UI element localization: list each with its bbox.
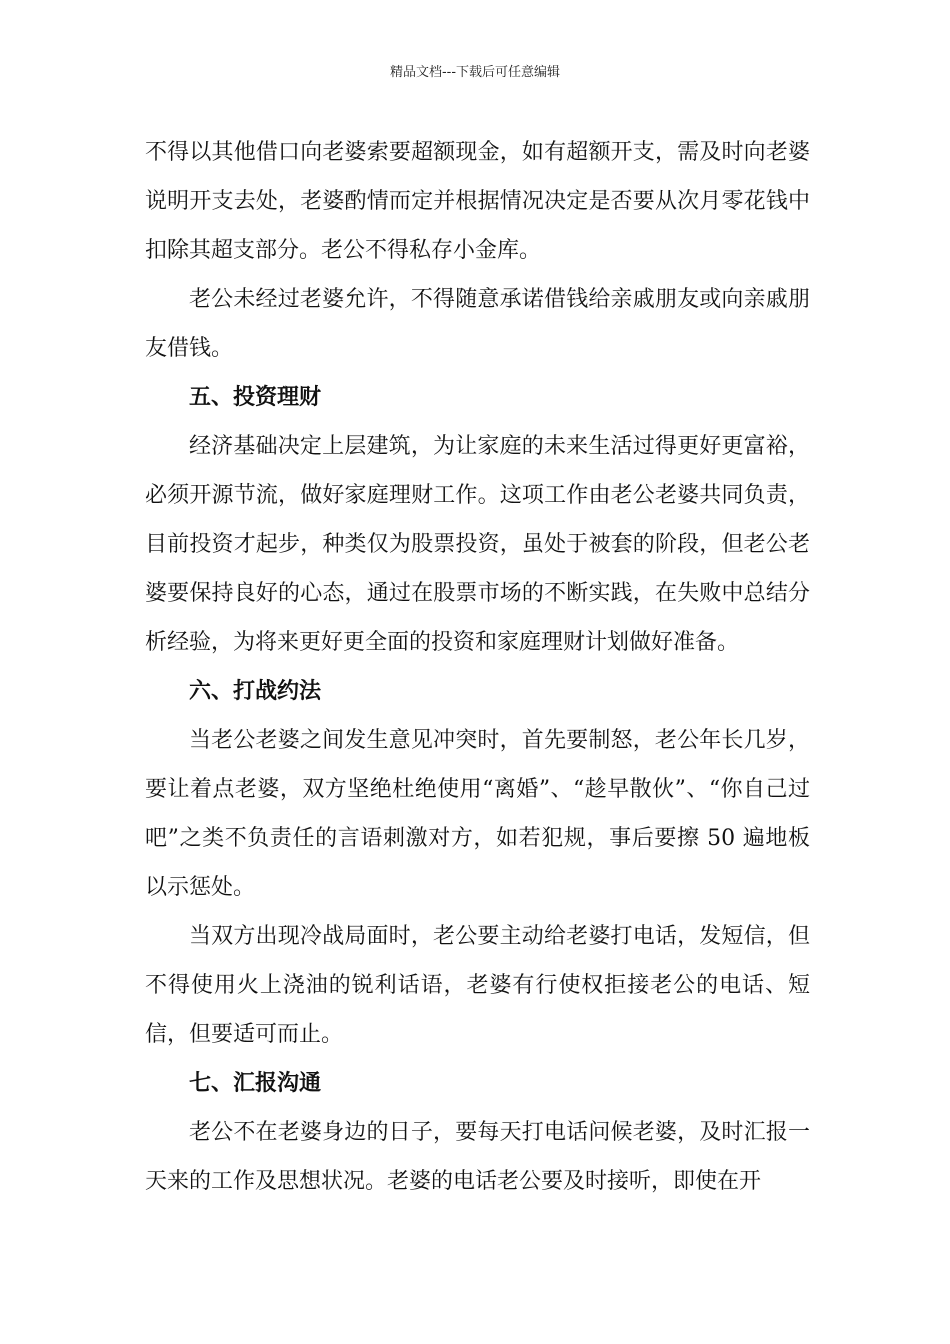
section-heading-quarrel-rules: 六、打战约法 [189, 678, 322, 704]
paragraph-lending: 老公未经过老婆允许，不得随意承诺借钱给亲戚朋友或向亲戚朋友借钱。 [145, 287, 810, 361]
paragraph-conflict: 当老公老婆之间发生意见冲突时，首先要制怒，老公年长几岁，要让着点老婆，双方坚绝杜绝使用“离婚”、“趁早散伙”、“你自己过吧”之类不负责任的言语刺激对方，如若犯规，事后要擦 50 遍地板以示惩处。 [145, 728, 810, 900]
document-body [145, 128, 810, 1206]
paragraph-allowance-overspend: 不得以其他借口向老婆索要超额现金，如有超额开支，需及时向老婆说明开支去处，老婆酌情而定并根据情况决定是否要从次月零花钱中扣除其超支部分。老公不得私存小金库。 [145, 140, 810, 263]
section-heading-communication: 七、汇报沟通 [189, 1070, 322, 1096]
paragraph-investment: 经济基础决定上层建筑，为让家庭的未来生活过得更好更富裕，必须开源节流，做好家庭理财工作。这项工作由老公老婆共同负责，目前投资才起步，种类仅为股票投资，虽处于被套的阶段，但老公老婆要保持良好的心态，通过在股票市场的不断实践，在失败中总结分析经验，为将来更好更全面的投资和家庭理财计划做好准备。 [145, 434, 810, 655]
section-heading-investment: 五、投资理财 [189, 384, 322, 410]
paragraph-cold-war: 当双方出现冷战局面时，老公要主动给老婆打电话，发短信，但不得使用火上浇油的锐利话语，老婆有行使权拒接老公的电话、短信，但要适可而止。 [145, 924, 810, 1047]
page-header: 精品文档---下载后可任意编辑 [389, 65, 561, 80]
paragraph-communication: 老公不在老婆身边的日子，要每天打电话问候老婆，及时汇报一天来的工作及思想状况。老婆的电话老公要及时接听，即使在开 [145, 1120, 810, 1194]
